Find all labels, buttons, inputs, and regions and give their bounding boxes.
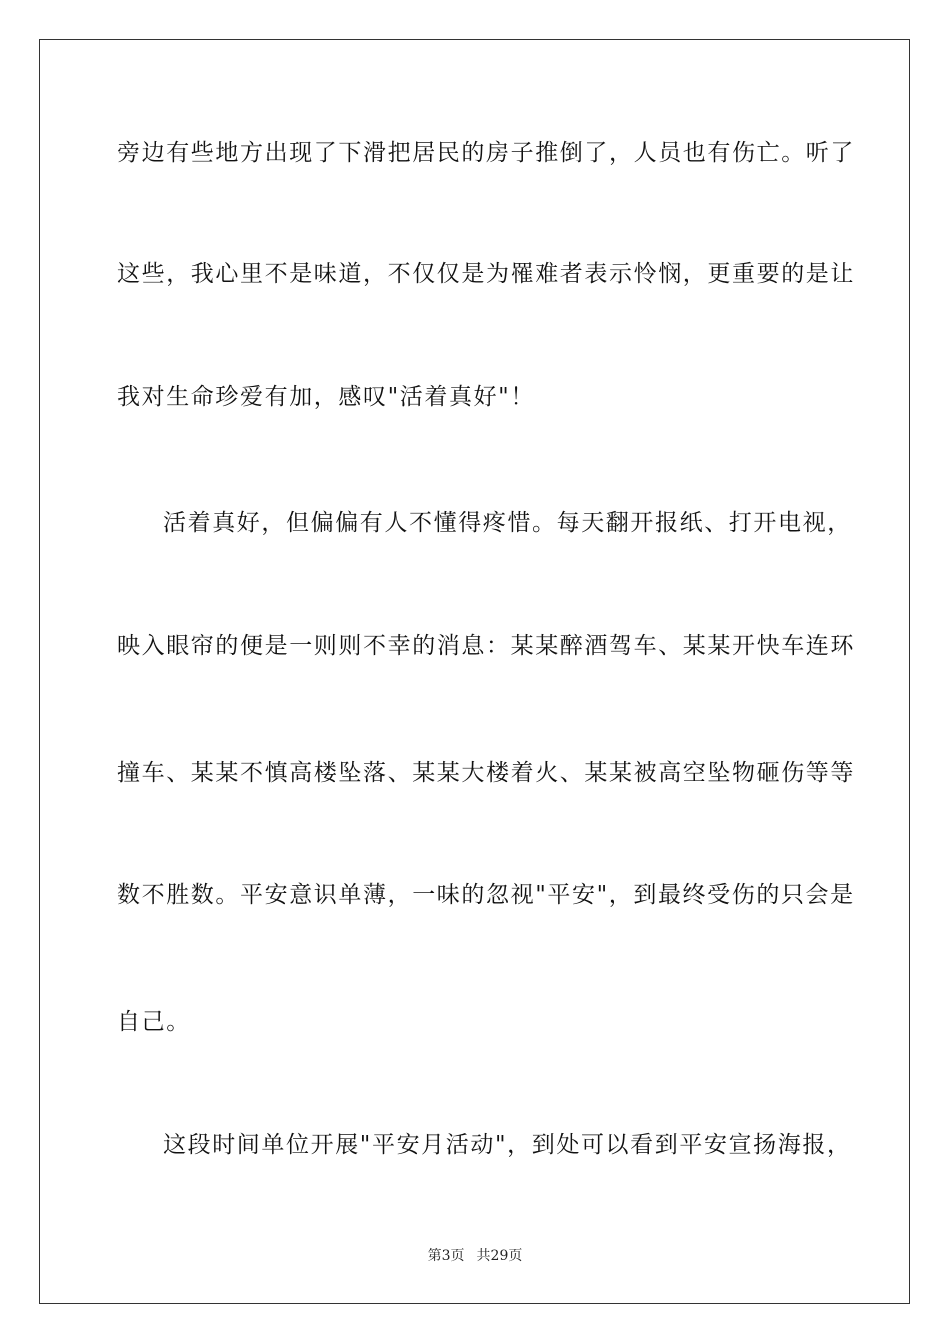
- page-footer: [0, 1246, 950, 1266]
- page-number: 第3页: [427, 1248, 465, 1264]
- text-line: 这些，我心里不是味道，不仅仅是为罹难者表示怜悯，更重要的是让: [117, 261, 855, 287]
- paragraph-first-line: 这段时间单位开展"平安月活动"，到处可以看到平安宣扬海报，: [163, 1132, 852, 1158]
- text-line: 我对生命珍爱有加，感叹"活着真好"！: [117, 384, 535, 410]
- paragraph-first-line: 活着真好，但偏偏有人不懂得疼惜。每天翻开报纸、打开电视，: [163, 510, 852, 536]
- text-line: 撞车、某某不慎高楼坠落、某某大楼着火、某某被高空坠物砸伤等等: [117, 760, 855, 786]
- text-line: 映入眼帘的便是一则则不幸的消息：某某醉酒驾车、某某开快车连环: [117, 633, 855, 659]
- text-line: 旁边有些地方出现了下滑把居民的房子推倒了，人员也有伤亡。听了: [117, 140, 855, 166]
- page-border: [39, 39, 910, 1304]
- text-line: 自己。: [117, 1009, 191, 1035]
- text-line: 数不胜数。平安意识单薄，一味的忽视"平安"，到最终受伤的只会是: [117, 882, 855, 908]
- page-total: 共29页: [476, 1248, 523, 1264]
